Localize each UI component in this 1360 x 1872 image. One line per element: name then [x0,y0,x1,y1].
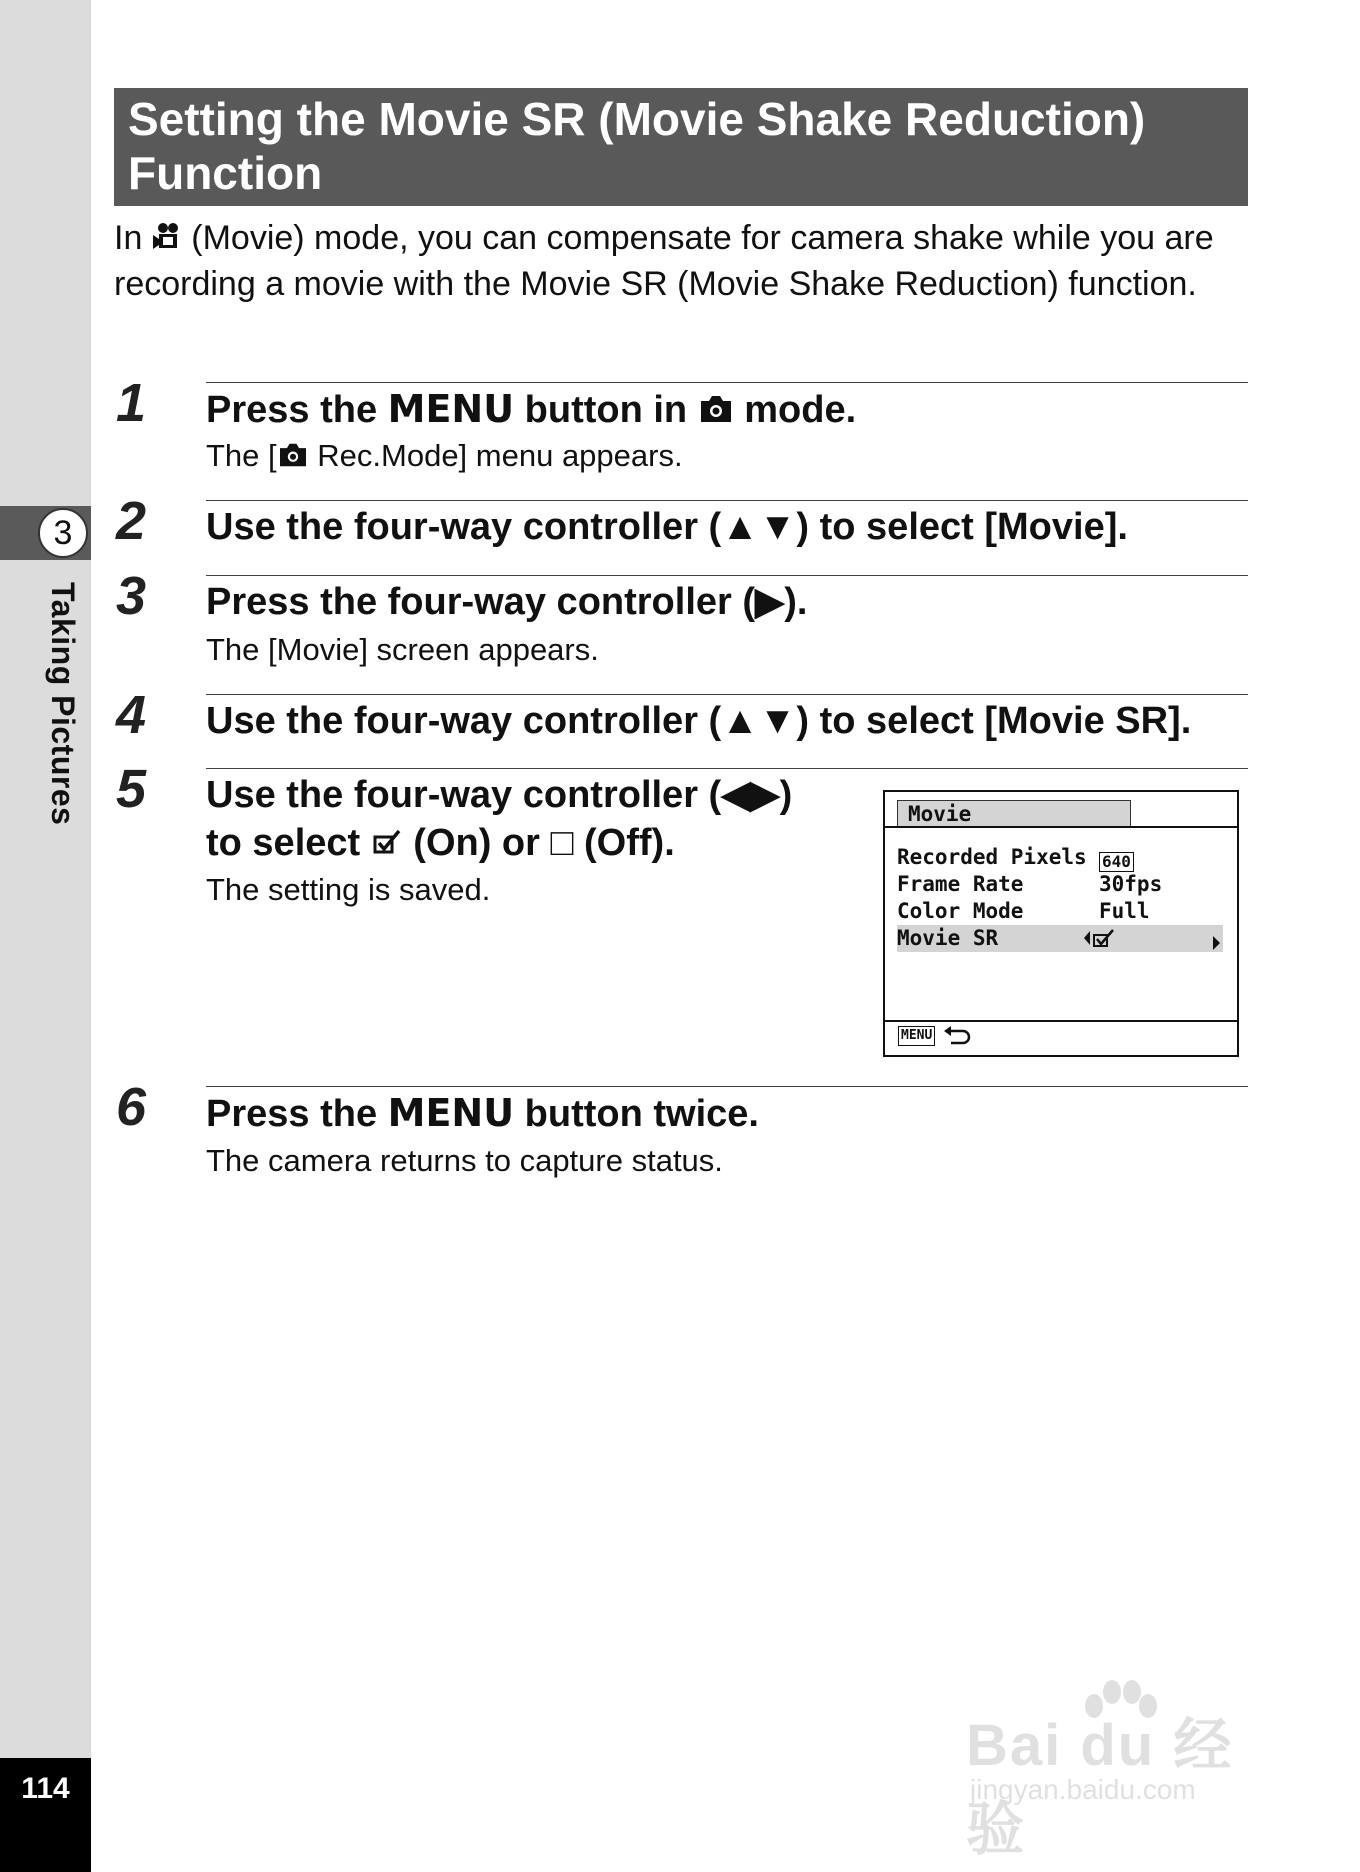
step-5-title-line-1: Use the four-way controller (◀▶) [206,774,793,816]
camera-screen-movie-menu [883,790,1239,1057]
back-arrow-icon [943,1025,973,1050]
step-2-number: 2 [116,491,147,551]
step-3-number: 3 [116,566,147,626]
checkbox-checked-icon [371,821,403,869]
step-1-desc-post: Rec.Mode] menu appears. [308,438,683,473]
camera-icon [698,388,734,436]
step-6-number: 6 [116,1077,147,1137]
screen-row-value: Full [1099,899,1150,923]
heading-line-2: Function [128,147,323,199]
screen-rule-bottom [885,1020,1237,1022]
screen-row-label: Frame Rate [897,872,1024,896]
step-3-rule [206,575,1248,576]
intro-post: (Movie) mode, you can compensate for camera shake while you are recording a movie with the Movie SR (Movie Shake Reduction) function. [114,219,1214,304]
step-6-desc: The camera returns to capture status. [206,1143,723,1178]
step-1-title [206,385,856,436]
screen-rule-top [885,826,1237,828]
step-5-desc: The setting is saved. [206,872,491,907]
watermark-url: jingyan.baidu.com [970,1774,1196,1805]
step-1-desc [206,438,683,476]
step-1-title-post: mode. [744,389,857,431]
chapter-label: Taking Pictures [45,582,81,826]
step-5-title [206,771,792,869]
movie-sr-value [1083,927,1123,956]
step-3-title: Press the four-way controller (▶). [206,581,808,623]
baidu-watermark [962,1676,1282,1862]
chapter-number: 3 [38,508,88,558]
watermark-brand: Bai du 经验 [966,1713,1234,1862]
step-6-title [206,1089,759,1138]
screen-row-label: Color Mode [897,899,1024,923]
camera-icon [277,440,309,476]
screen-row-movie-sr [897,925,1223,952]
step-1-desc-pre: The [ [206,438,277,473]
screen-row-value: 30fps [1099,872,1163,896]
step-4-title: Use the four-way controller (▲▼) to select [Movie SR]. [206,700,1192,742]
menu-key-label: MENU [387,387,515,431]
step-6-title-post: button twice. [524,1093,759,1135]
page-number: 114 [21,1772,70,1805]
step-6-title-pre: Press the [206,1093,378,1135]
movie-camera-icon [152,218,182,262]
section-heading [114,88,1248,206]
step-2-title: Use the four-way controller (▲▼) to select [Movie]. [206,506,1128,548]
intro-pre: In [114,219,143,257]
step-6-rule [206,1086,1248,1087]
screen-row-frame-rate [897,871,1223,898]
heading-line-1: Setting the Movie SR (Movie Shake Reduction) [128,93,1146,145]
menu-key-label: MENU [387,1091,515,1135]
step-1-rule [206,382,1248,383]
step-5-title-on: (On) or [413,822,540,864]
sidebar [0,0,91,1872]
screen-row-label: Recorded Pixels [897,845,1087,869]
screen-row-recorded-pixels [897,844,1223,871]
step-5-title-post: (Off). [584,822,675,864]
step-4-rule [206,694,1248,695]
step-1-title-mid: button in [524,389,688,431]
checkbox-empty-icon: □ [550,822,574,864]
step-2-rule [206,500,1248,501]
step-5-number: 5 [116,759,147,819]
screen-row-label: Movie SR [897,926,999,950]
screen-row-value [1099,847,1134,874]
step-3-desc: The [Movie] screen appears. [206,632,599,667]
screen-tab-movie: Movie [897,800,1131,826]
intro-paragraph [114,216,1254,306]
step-1-title-pre: Press the [206,389,378,431]
step-4-number: 4 [116,685,147,745]
step-1-number: 1 [116,373,147,433]
menu-key-icon: MENU [898,1026,935,1046]
step-5-title-pre: to select [206,822,361,864]
pixels-640-badge: 640 [1099,852,1134,872]
left-arrow-check-icon [1083,927,1123,949]
step-5-rule [206,768,1248,769]
screen-row-color-mode [897,898,1223,925]
right-arrow-icon [1211,931,1221,958]
